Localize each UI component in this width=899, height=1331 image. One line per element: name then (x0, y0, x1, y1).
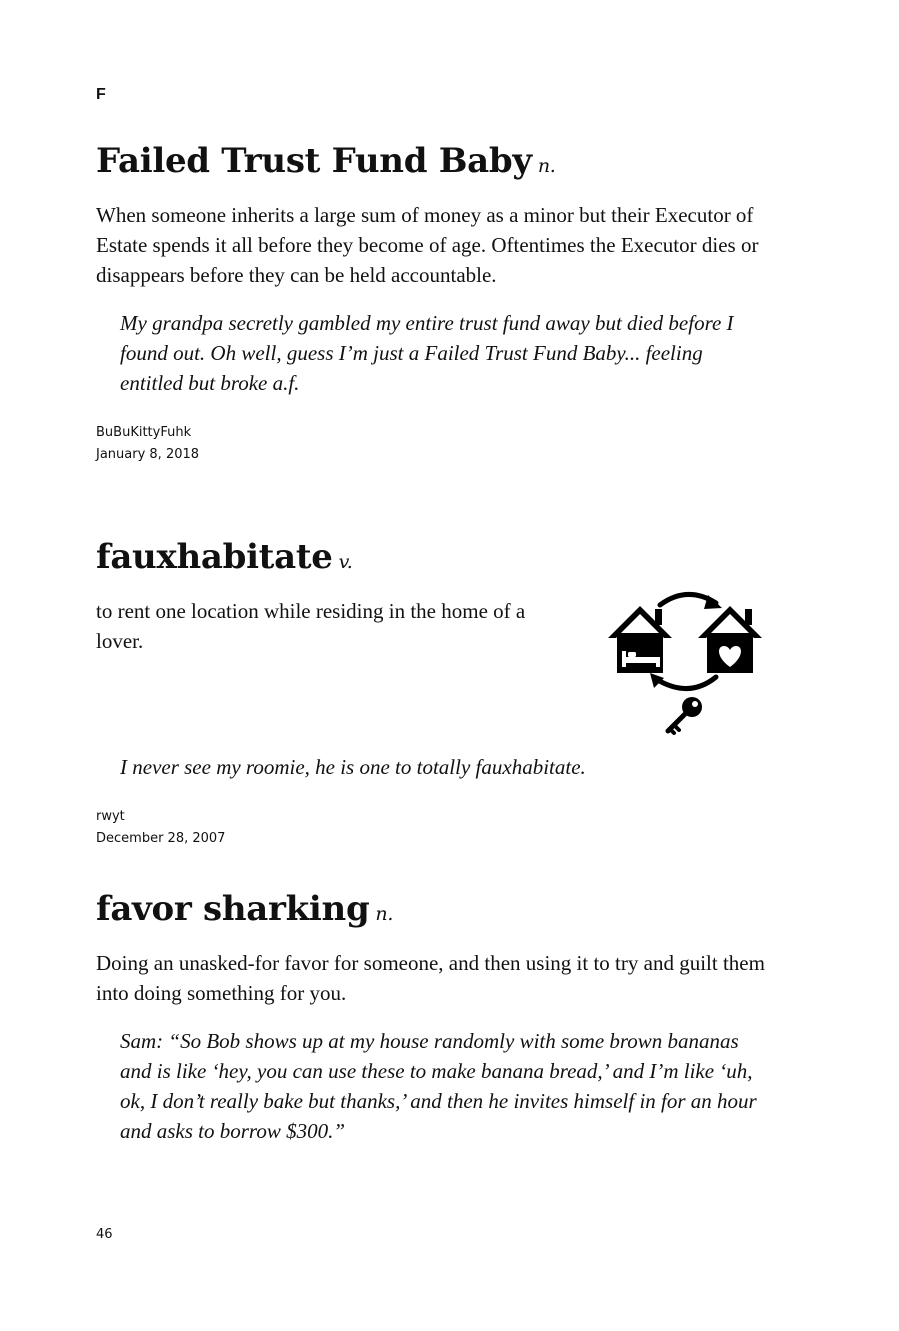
house-bed-icon (608, 606, 672, 673)
houses-swap-key-icon (604, 591, 770, 737)
house-heart-icon (698, 606, 762, 673)
entry-author: rwyt (96, 809, 125, 824)
headword-text: Failed Trust Fund Baby (96, 141, 532, 181)
entry-meta (96, 806, 786, 850)
part-of-speech: v. (338, 551, 353, 573)
entry-definition: to rent one location while residing in the home of a lover. (96, 599, 526, 653)
entry-date: December 28, 2007 (96, 831, 226, 846)
key-icon (668, 697, 702, 733)
dictionary-entry (96, 141, 786, 466)
dictionary-entry (96, 537, 786, 850)
entry-definition: When someone inherits a large sum of money as a minor but their Executor of Estate spends it all before they become of age. Oftentimes the Executor dies or disappears before they can be held accountable. (96, 203, 759, 287)
entry-example: I never see my roomie, he is one to totally fauxhabitate. (120, 755, 586, 779)
entry-date: January 8, 2018 (96, 447, 200, 462)
entry-headword (96, 141, 786, 186)
entry-example: My grandpa secretly gambled my entire trust fund away but died before I found out. Oh well, guess I’m just a Failed Trust Fund Baby... feeling entitled but broke a.f. (120, 311, 734, 395)
entry-meta (96, 422, 786, 466)
headword-text: fauxhabitate (96, 537, 333, 577)
entry-author: BuBuKittyFuhk (96, 425, 192, 440)
page-number: 46 (96, 1227, 113, 1242)
entry-headword (96, 537, 786, 582)
part-of-speech: n. (537, 155, 556, 177)
entry-headword (96, 889, 786, 934)
part-of-speech: n. (375, 903, 394, 925)
entry-example: Sam: “So Bob shows up at my house randomly with some brown bananas and is like ‘hey, you can use these to make banana bread,’ and I’m like ‘uh, ok, I don’t really bake but thanks,’ and then he invites himself in for an hour and asks to borrow $300.” (120, 1029, 757, 1143)
entry-definition: Doing an unasked-for favor for someone, and then using it to try and guilt them into doing something for you. (96, 951, 765, 1005)
section-letter: F (96, 86, 106, 103)
headword-text: favor sharking (96, 889, 370, 929)
dictionary-entry (96, 889, 786, 1146)
